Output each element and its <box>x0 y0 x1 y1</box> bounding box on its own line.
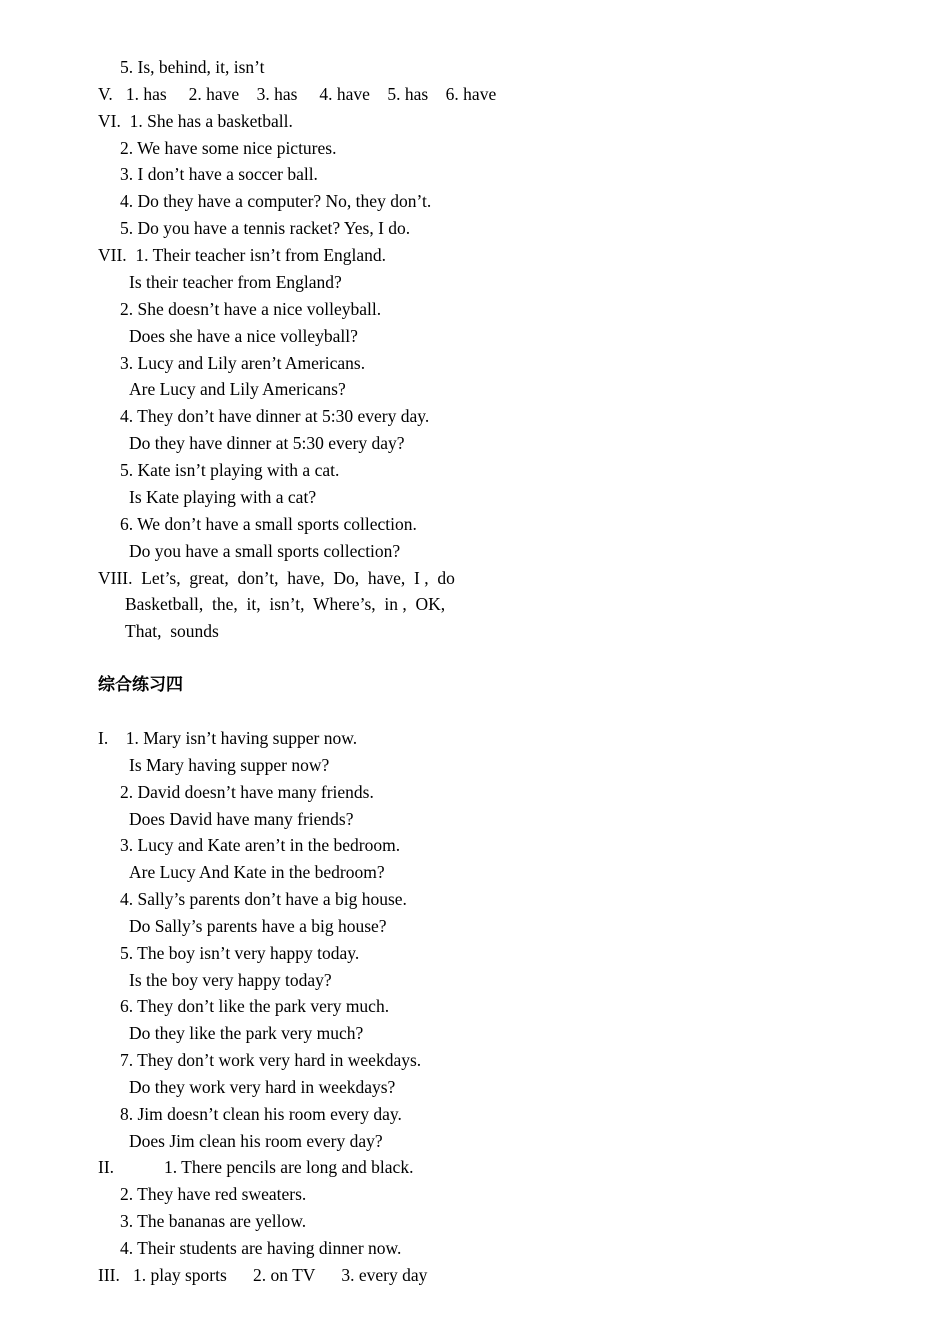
answer-line: 5. Do you have a tennis racket? Yes, I do. <box>120 218 411 238</box>
answer-line: 7. They don’t work very hard in weekdays. <box>120 1050 422 1070</box>
section-v-line: V. 1. has 2. have 3. has 4. have 5. has 6. have <box>98 84 497 104</box>
answer-line: Do Sally’s parents have a big house? <box>129 916 387 936</box>
answer-line: 6. We don’t have a small sports collection. <box>120 514 417 534</box>
answer-line: 2. David doesn’t have many friends. <box>120 782 374 802</box>
answer-line: 4. Do they have a computer? No, they don’t. <box>120 191 432 211</box>
answer-line: 2. We have some nice pictures. <box>120 138 337 158</box>
answer-line: Is the boy very happy today? <box>129 970 332 990</box>
answer-line: Is Mary having supper now? <box>129 755 330 775</box>
section-vii-line: VII. 1. Their teacher isn’t from England. <box>98 245 387 265</box>
answer-line: Is their teacher from England? <box>129 272 342 292</box>
answer-line: Do they like the park very much? <box>129 1023 364 1043</box>
section-heading: 综合练习四 <box>98 675 183 695</box>
answer-line: 1. There pencils are long and black. <box>164 1157 414 1177</box>
answer-line: Is Kate playing with a cat? <box>129 487 317 507</box>
answer-line: 5. Kate isn’t playing with a cat. <box>120 460 340 480</box>
answer-line: 3. Lucy and Lily aren’t Americans. <box>120 353 366 373</box>
part4-section-i-line: I. 1. Mary isn’t having supper now. <box>98 728 358 748</box>
answer-line: 5. The boy isn’t very happy today. <box>120 943 360 963</box>
answer-line: Do you have a small sports collection? <box>129 541 401 561</box>
answer-line: Do they work very hard in weekdays? <box>129 1077 396 1097</box>
answer-line: 4. Sally’s parents don’t have a big house. <box>120 889 407 909</box>
answer-line: Are Lucy And Kate in the bedroom? <box>129 862 385 882</box>
answer-line: 3. I don’t have a soccer ball. <box>120 164 318 184</box>
answer-line: 6. They don’t like the park very much. <box>120 996 390 1016</box>
answer-line: Does Jim clean his room every day? <box>129 1131 383 1151</box>
answer-line: 4. Their students are having dinner now. <box>120 1238 402 1258</box>
answer-line: Do they have dinner at 5:30 every day? <box>129 433 405 453</box>
section-vi-line: VI. 1. She has a basketball. <box>98 111 293 131</box>
answer-line: 3. Lucy and Kate aren’t in the bedroom. <box>120 835 401 855</box>
answer-line: 5. Is, behind, it, isn’t <box>120 57 265 77</box>
answer-line: That, sounds <box>125 621 219 641</box>
answer-line: Basketball, the, it, isn’t, Where’s, in , OK, <box>125 594 446 614</box>
answer-line: 8. Jim doesn’t clean his room every day. <box>120 1104 402 1124</box>
answer-line: Does David have many friends? <box>129 809 354 829</box>
answer-line: Does she have a nice volleyball? <box>129 326 358 346</box>
section-viii-line: VIII. Let’s, great, don’t, have, Do, have, I , do <box>98 568 455 588</box>
answer-line: 3. The bananas are yellow. <box>120 1211 307 1231</box>
part4-section-iii-line: III. 1. play sports 2. on TV 3. every day <box>98 1265 428 1285</box>
answer-line: 2. They have red sweaters. <box>120 1184 307 1204</box>
answer-line: Are Lucy and Lily Americans? <box>129 379 346 399</box>
answer-line: 2. She doesn’t have a nice volleyball. <box>120 299 382 319</box>
part4-section-ii-label: II. <box>98 1157 115 1177</box>
answer-line: 4. They don’t have dinner at 5:30 every day. <box>120 406 430 426</box>
